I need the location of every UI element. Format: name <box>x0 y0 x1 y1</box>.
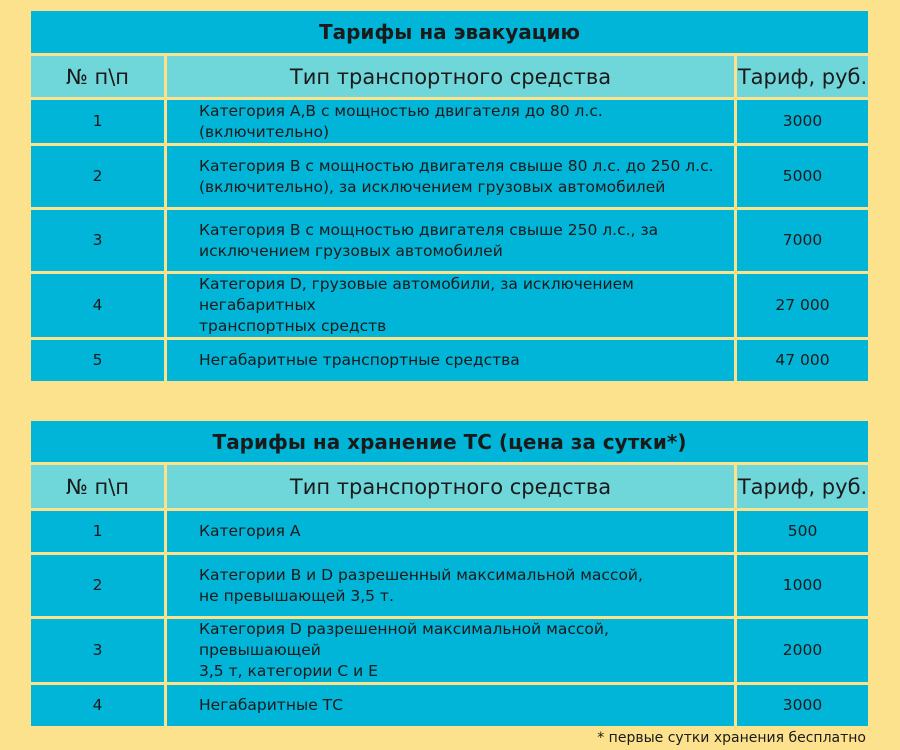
table-row <box>30 99 870 145</box>
table-row <box>30 273 870 339</box>
table-row <box>30 209 870 273</box>
row-number: 3 <box>30 209 166 273</box>
vehicle-description <box>166 339 736 383</box>
table-row <box>30 684 870 728</box>
vehicle-description <box>166 684 736 728</box>
description-line: транспортных средств <box>199 317 387 335</box>
vehicle-description <box>166 273 736 339</box>
row-number: 5 <box>30 339 166 383</box>
storage-table-title: Тарифы на хранение ТС (цена за сутки*) <box>30 420 870 464</box>
row-number: 4 <box>30 273 166 339</box>
price-cell: 27 000 <box>736 273 870 339</box>
description-line: Категория В с мощностью двигателя свыше 80 л.с. до 250 л.с. <box>199 156 714 175</box>
price-cell: 5000 <box>736 145 870 209</box>
description-line: Категории В и D разрешенный максимальной массой, <box>199 565 643 584</box>
vehicle-description <box>166 209 736 273</box>
column-header-number: № п\п <box>30 55 166 99</box>
vehicle-description <box>166 99 736 145</box>
description-line: не превышающей 3,5 т. <box>199 586 394 605</box>
evacuation-table-title: Тарифы на эвакуацию <box>30 10 870 55</box>
row-number: 3 <box>30 618 166 684</box>
price-cell: 3000 <box>736 684 870 728</box>
price-cell: 500 <box>736 510 870 554</box>
vehicle-description <box>166 618 736 684</box>
row-number: 4 <box>30 684 166 728</box>
storage-footnote: * первые сутки хранения бесплатно <box>597 730 866 746</box>
column-header-price: Тариф, руб. <box>736 55 870 99</box>
price-cell: 47 000 <box>736 339 870 383</box>
price-cell: 2000 <box>736 618 870 684</box>
storage-tariffs-table <box>28 418 871 729</box>
description-line: Категория D разрешенной максимальной массой, превышающей <box>199 620 609 659</box>
table-row <box>30 618 870 684</box>
price-cell: 7000 <box>736 209 870 273</box>
description-line: (включительно), за исключением грузовых автомобилей <box>199 177 666 196</box>
evacuation-tariffs-table <box>28 8 871 384</box>
table-row <box>30 554 870 618</box>
vehicle-description <box>166 145 736 209</box>
row-number: 1 <box>30 99 166 145</box>
description-line: 3,5 т, категории С и Е <box>199 662 378 680</box>
description-line: Негабаритные ТС <box>199 696 343 714</box>
table-row <box>30 145 870 209</box>
row-number: 2 <box>30 554 166 618</box>
price-cell: 3000 <box>736 99 870 145</box>
vehicle-description <box>166 510 736 554</box>
column-header-vehicle-type: Тип транспортного средства <box>166 55 736 99</box>
vehicle-description <box>166 554 736 618</box>
description-line: Категория D, грузовые автомобили, за исключением негабаритных <box>199 275 634 314</box>
row-number: 2 <box>30 145 166 209</box>
row-number: 1 <box>30 510 166 554</box>
description-line: Категория А <box>199 522 301 540</box>
table-row <box>30 510 870 554</box>
table-row <box>30 339 870 383</box>
description-line: Категория В с мощностью двигателя свыше 250 л.с., за <box>199 220 659 239</box>
description-line: исключением грузовых автомобилей <box>199 241 503 260</box>
column-header-price: Тариф, руб. <box>736 464 870 510</box>
description-line: Негабаритные транспортные средства <box>199 351 520 369</box>
price-cell: 1000 <box>736 554 870 618</box>
description-line: Категория А,В с мощностью двигателя до 80 л.с. (включительно) <box>199 101 603 141</box>
column-header-vehicle-type: Тип транспортного средства <box>166 464 736 510</box>
column-header-number: № п\п <box>30 464 166 510</box>
